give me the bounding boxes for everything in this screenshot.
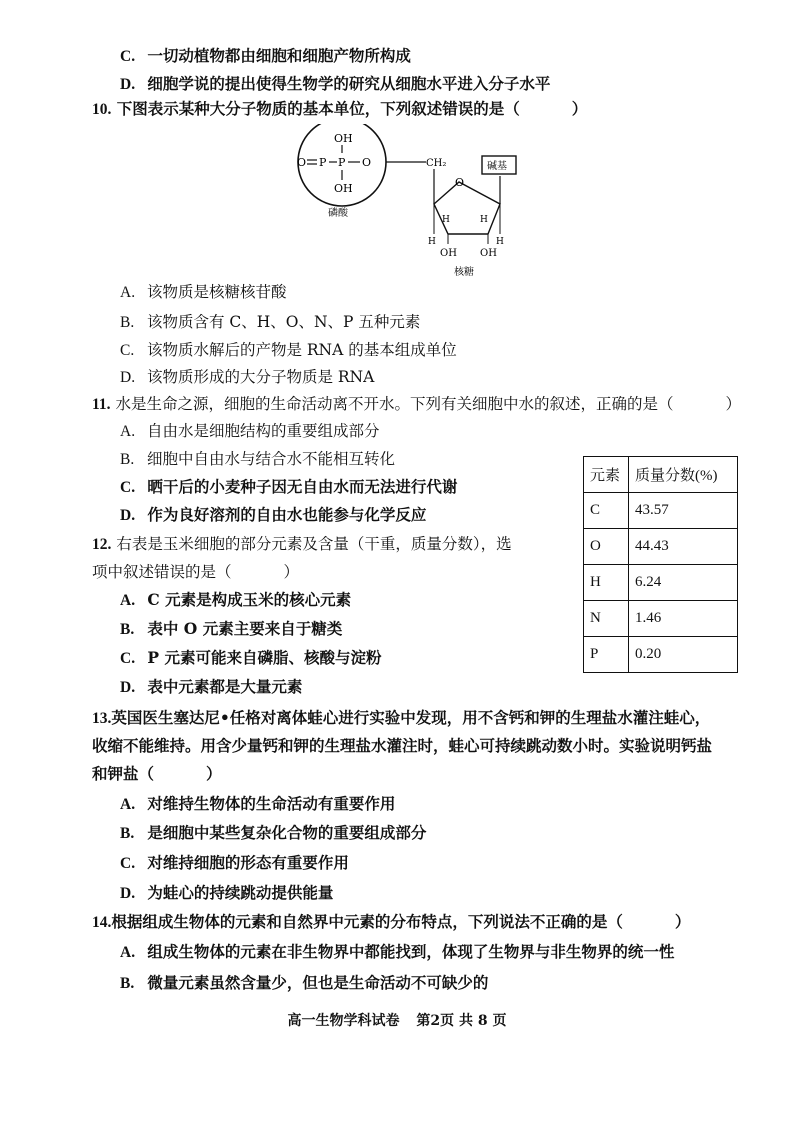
- atom-p-left: P: [319, 156, 327, 169]
- option-label: B.: [120, 975, 135, 992]
- cell-element: C: [584, 493, 629, 529]
- question-number: 10.: [92, 101, 112, 118]
- q11-option-a: [120, 421, 379, 442]
- atom-oh-top: OH: [334, 132, 353, 145]
- atom-h: H: [480, 215, 488, 225]
- option-text: 是细胞中某些复杂化合物的重要组成部分: [147, 823, 427, 842]
- q14-option-a: [120, 942, 674, 963]
- table-row: [584, 601, 738, 637]
- footer-subject: 高一生物学科试卷: [287, 1013, 400, 1029]
- cell-value: 1.46: [629, 601, 738, 637]
- cell-value: 0.20: [629, 637, 738, 673]
- option-text: 作为良好溶剂的自由水也能参与化学反应: [147, 505, 427, 524]
- option-text: 对维持生物体的生命活动有重要作用: [147, 794, 396, 813]
- ring-oxygen: O: [455, 176, 465, 189]
- option-label: D.: [120, 76, 136, 93]
- footer-page-number: 第2页 共 8 页: [416, 1013, 507, 1029]
- cell-value: 44.43: [629, 529, 738, 565]
- q10-option-c: [120, 340, 457, 361]
- answer-bracket-close: ）: [206, 764, 222, 783]
- atom-o-left: O: [297, 156, 307, 169]
- question-number: 12.: [92, 536, 112, 553]
- table-row: [584, 637, 738, 673]
- option-text: 组成生物体的元素在非生物界中都能找到，体现了生物界与非生物界的统一性: [147, 942, 675, 961]
- q12-stem-line2: [92, 562, 299, 582]
- option-text: 一切动植物都由细胞和细胞产物所构成: [147, 46, 411, 65]
- option-label: A.: [120, 423, 136, 440]
- q11-option-b: [120, 449, 395, 470]
- phosphate-label: 磷酸: [328, 208, 348, 219]
- option-text: 该物质含有 C、H、O、N、P 五种元素: [146, 313, 421, 331]
- atom-h: H: [496, 237, 504, 247]
- ch2-group: CH₂: [426, 158, 447, 169]
- option-label: B.: [120, 451, 135, 468]
- option-label: B.: [120, 825, 135, 842]
- answer-bracket-close: ）: [283, 563, 300, 581]
- option-text: 对维持细胞的形态有重要作用: [147, 853, 349, 872]
- table-row: [584, 565, 738, 601]
- option-label: D.: [120, 507, 136, 524]
- q11-option-c: [120, 477, 457, 498]
- q14-stem: [92, 912, 690, 933]
- header-mass-fraction: 质量分数(%): [629, 457, 738, 493]
- q12-option-a: [120, 590, 351, 611]
- header-element: 元素: [584, 457, 629, 493]
- option-label: D.: [120, 369, 136, 386]
- atom-oh-3: OH: [480, 248, 497, 259]
- nucleotide-diagram: [288, 124, 534, 280]
- question-number: 14.: [92, 914, 112, 931]
- ribose-label: 核糖: [454, 267, 474, 278]
- question-text: 根据组成生物体的元素和自然界中元素的分布特点，下列说法不正确的是（: [111, 912, 623, 931]
- option-label: C.: [120, 342, 135, 359]
- q10-option-a: [120, 282, 286, 303]
- option-label: B.: [120, 621, 135, 638]
- answer-bracket-close: ）: [674, 912, 691, 931]
- option-label: B.: [120, 314, 135, 331]
- element-content-table: [583, 456, 738, 673]
- option-label: C.: [120, 479, 136, 496]
- option-text: 该物质是核糖核苷酸: [146, 283, 287, 301]
- option-label: A.: [120, 284, 136, 301]
- answer-bracket-close: ）: [571, 99, 588, 118]
- question-text: 水是生命之源，细胞的生命活动离不开水。下列有关细胞中水的叙述，正确的是（: [115, 395, 674, 413]
- q9-option-d: [120, 74, 550, 95]
- q13-stem-line1: [92, 708, 710, 729]
- q12-option-c: [120, 648, 381, 669]
- q13-stem-line3: [92, 764, 222, 784]
- cell-value: 6.24: [629, 565, 738, 601]
- answer-bracket-close: ）: [725, 395, 741, 413]
- table-row: [584, 529, 738, 565]
- q10-option-b: [120, 312, 420, 333]
- question-text: 和钾盐（: [92, 764, 155, 783]
- option-text: 表中元素都是大量元素: [147, 677, 303, 696]
- q14-option-b: [120, 973, 488, 994]
- base-label: 碱基: [487, 161, 507, 172]
- q12-option-d: [120, 677, 302, 698]
- q11-option-d: [120, 505, 426, 526]
- table-row: [584, 493, 738, 529]
- table-header-row: [584, 457, 738, 493]
- atom-h: H: [442, 215, 450, 225]
- option-label: A.: [120, 592, 136, 609]
- option-text: 该物质水解后的产物是 RNA 的基本组成单位: [146, 341, 457, 359]
- q12-option-b: [120, 619, 342, 640]
- q11-stem: [92, 394, 741, 415]
- option-label: C.: [120, 650, 136, 667]
- q13-option-a: [120, 794, 395, 815]
- question-text: 下图表示某种大分子物质的基本单位，下列叙述错误的是（: [116, 99, 520, 118]
- q13-stem-line2: [92, 736, 712, 756]
- page-footer: [0, 1010, 794, 1030]
- option-label: C.: [120, 48, 136, 65]
- option-text: 自由水是细胞结构的重要组成部分: [146, 422, 380, 440]
- atom-o-right: O: [362, 156, 372, 169]
- q10-stem: [92, 99, 587, 120]
- cell-element: O: [584, 529, 629, 565]
- question-text: 收缩不能维持。用含少量钙和钾的生理盐水灌注时，蛙心可持续跳动数小时。实验说明钙盐: [92, 736, 713, 755]
- option-text: 细胞学说的提出使得生物学的研究从细胞水平进入分子水平: [147, 74, 551, 93]
- option-text: C 元素是构成玉米的核心元素: [147, 590, 352, 609]
- q13-option-b: [120, 823, 426, 844]
- cell-element: H: [584, 565, 629, 601]
- atom-p: P: [338, 156, 346, 169]
- option-text: 该物质形成的大分子物质是 RNA: [146, 368, 375, 386]
- cell-element: N: [584, 601, 629, 637]
- option-text: 微量元素虽然含量少，但也是生命活动不可缺少的: [147, 973, 489, 992]
- atom-oh-bottom: OH: [334, 182, 353, 195]
- option-text: 细胞中自由水与结合水不能相互转化: [146, 450, 395, 468]
- question-number: 11.: [92, 396, 111, 413]
- question-text: 项中叙述错误的是（: [92, 563, 232, 581]
- atom-oh-2: OH: [440, 248, 457, 259]
- q10-option-d: [120, 367, 374, 388]
- option-text: 为蛙心的持续跳动提供能量: [147, 883, 334, 902]
- q9-option-c: [120, 46, 411, 67]
- q12-stem-line1: [92, 534, 512, 555]
- question-text: 英国医生塞达尼•任格对离体蛙心进行实验中发现，用不含钙和钾的生理盐水灌注蛙心，: [111, 708, 711, 727]
- option-label: A.: [120, 944, 136, 961]
- atom-h: H: [428, 237, 436, 247]
- option-text: P 元素可能来自磷脂、核酸与淀粉: [147, 648, 382, 667]
- option-label: D.: [120, 679, 136, 696]
- cell-value: 43.57: [629, 493, 738, 529]
- option-label: C.: [120, 855, 136, 872]
- option-text: 晒干后的小麦种子因无自由水而无法进行代谢: [147, 477, 458, 496]
- option-text: 表中 O 元素主要来自于糖类: [147, 619, 343, 638]
- ribose-ring: [434, 182, 500, 234]
- q13-option-c: [120, 853, 349, 874]
- question-text: 右表是玉米细胞的部分元素及含量（干重，质量分数），选: [116, 535, 512, 553]
- option-label: D.: [120, 885, 136, 902]
- question-number: 13.: [92, 710, 112, 727]
- option-label: A.: [120, 796, 136, 813]
- q13-option-d: [120, 883, 333, 904]
- cell-element: P: [584, 637, 629, 673]
